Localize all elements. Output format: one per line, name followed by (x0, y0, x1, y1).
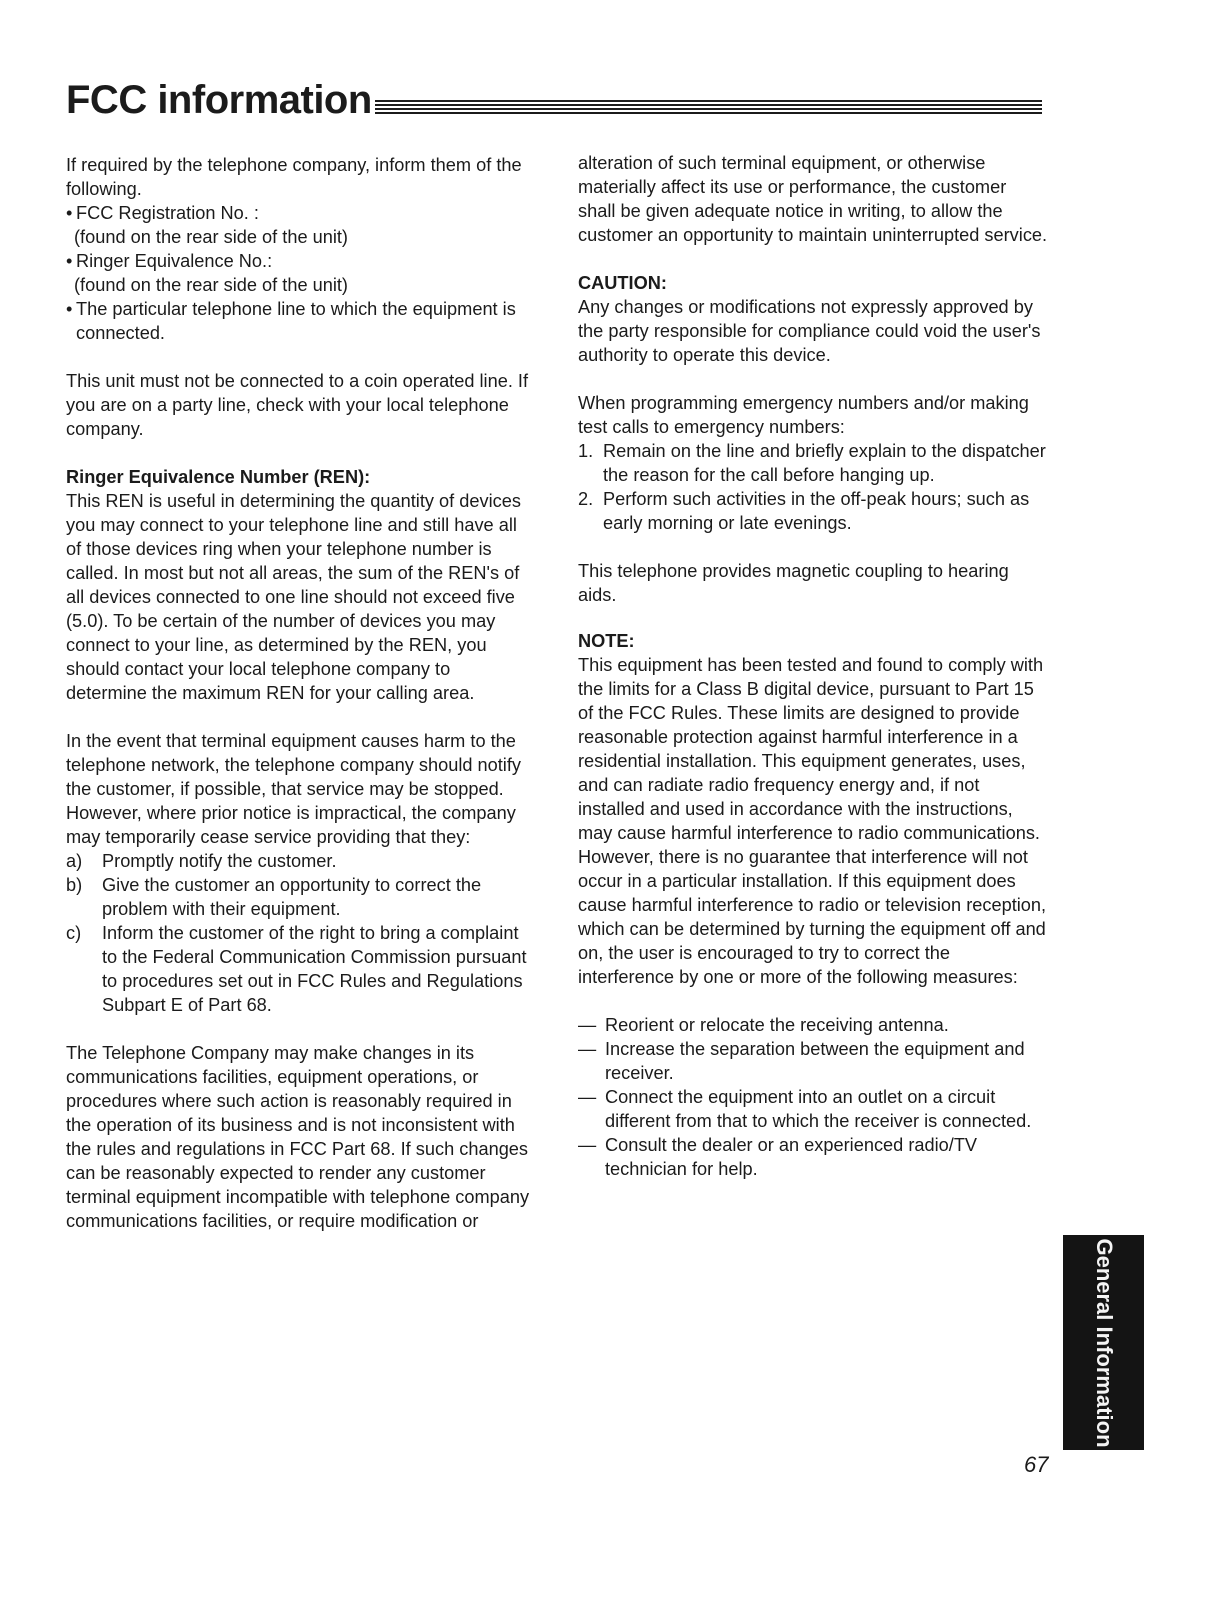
section-tab (1063, 1235, 1144, 1450)
page-title: FCC information (66, 78, 372, 122)
emergency-intro: When programming emergency numbers and/or making test calls to emergency numbers: (578, 393, 1029, 437)
caution-heading: CAUTION: (578, 273, 667, 293)
list-item: — Increase the separation between the equipment and receiver. (578, 1039, 1025, 1083)
list-item: 1. Remain on the line and briefly explain to the dispatcher the reason for the call before hanging up. (578, 441, 1046, 485)
title-rule (375, 100, 1042, 114)
harm-paragraph: In the event that terminal equipment causes harm to the telephone network, the telephone company should notify the customer, if possible, that service may be stopped. However, where prior notice is impractical, the company may temporarily cease service providing that they: (66, 731, 521, 847)
list-item: — Reorient or relocate the receiving antenna. (578, 1015, 949, 1035)
hearing-aid-paragraph: This telephone provides magnetic coupling to hearing aids. (578, 561, 1009, 605)
intro-paragraph: If required by the telephone company, inform them of the following. (66, 155, 522, 199)
measures-list (578, 1013, 1048, 1181)
note-paragraph: This equipment has been tested and found to comply with the limits for a Class B digital device, pursuant to Part 15 of the FCC Rules. These limits are designed to provide reasonable protection against harmful interference in a residential installation. This equipment generates, uses, and can radiate radio frequency energy and, if not installed and used in accordance with the instructions, may cause harmful interference to radio communications. However, there is no guarantee that interference will not occur in a particular installation. If this equipment does cause harmful interference to radio or television reception, which can be determined by turning the equipment off and on, the user is encouraged to try to correct the interference by one or more of the following measures: (578, 655, 1047, 987)
section-tab-label: General Information (1091, 1237, 1117, 1448)
ren-paragraph: This REN is useful in determining the quantity of devices you may connect to your telephone line and still have all of those devices ring when your telephone number is called. In most but not all areas, the sum of the REN's of all devices connected to one line should not exceed five (5.0). To be certain of the number of devices you may connect to your line, as determined by the REN, you should contact your local telephone company to determine the maximum REN for your calling area. (66, 491, 521, 703)
ren-heading: Ringer Equivalence Number (REN): (66, 467, 371, 487)
list-item: c) Inform the customer of the right to bring a complaint to the Federal Communication Commission pursuant to procedures set out in FCC Rules and Regulations Subpart E of Part 68. (66, 923, 527, 1015)
registration-list (66, 201, 536, 345)
list-item: • The particular telephone line to which the equipment is connected. (66, 299, 516, 343)
list-item: — Connect the equipment into an outlet on a circuit different from that to which the receiver is connected. (578, 1087, 1032, 1131)
coin-line-paragraph: This unit must not be connected to a coin operated line. If you are on a party line, check with your local telephone company. (66, 371, 529, 439)
right-column (578, 151, 1048, 1181)
continuation-paragraph: alteration of such terminal equipment, or otherwise materially affect its use or performance, the customer shall be given adequate notice in writing, to allow the customer an opportunity to maintain uninterrupted service. (578, 153, 1048, 245)
caution-paragraph: Any changes or modifications not expressly approved by the party responsible for compliance could void the user's authority to operate this device. (578, 297, 1041, 365)
list-item: • Ringer Equivalence No.: (found on the rear side of the unit) (66, 251, 348, 295)
emergency-list (578, 439, 1048, 535)
list-item: a) Promptly notify the customer. (66, 851, 337, 871)
harm-list (66, 849, 536, 1017)
list-item: b) Give the customer an opportunity to correct the problem with their equipment. (66, 875, 482, 919)
note-heading: NOTE: (578, 631, 635, 651)
page-number: 67 (1024, 1452, 1049, 1477)
changes-paragraph: The Telephone Company may make changes in its communications facilities, equipment operations, or procedures where such action is reasonably required in the operation of its business and is not inconsistent with the rules and regulations in FCC Part 68. If such changes can be reasonably expected to render any customer terminal equipment incompatible with telephone company communications facilities, or require modification or (66, 1043, 530, 1231)
list-item: 2. Perform such activities in the off-peak hours; such as early morning or late evenings. (578, 489, 1030, 533)
list-item: — Consult the dealer or an experienced radio/TV technician for help. (578, 1135, 978, 1179)
left-column (66, 153, 536, 1233)
list-item: • FCC Registration No. : (found on the rear side of the unit) (66, 203, 348, 247)
